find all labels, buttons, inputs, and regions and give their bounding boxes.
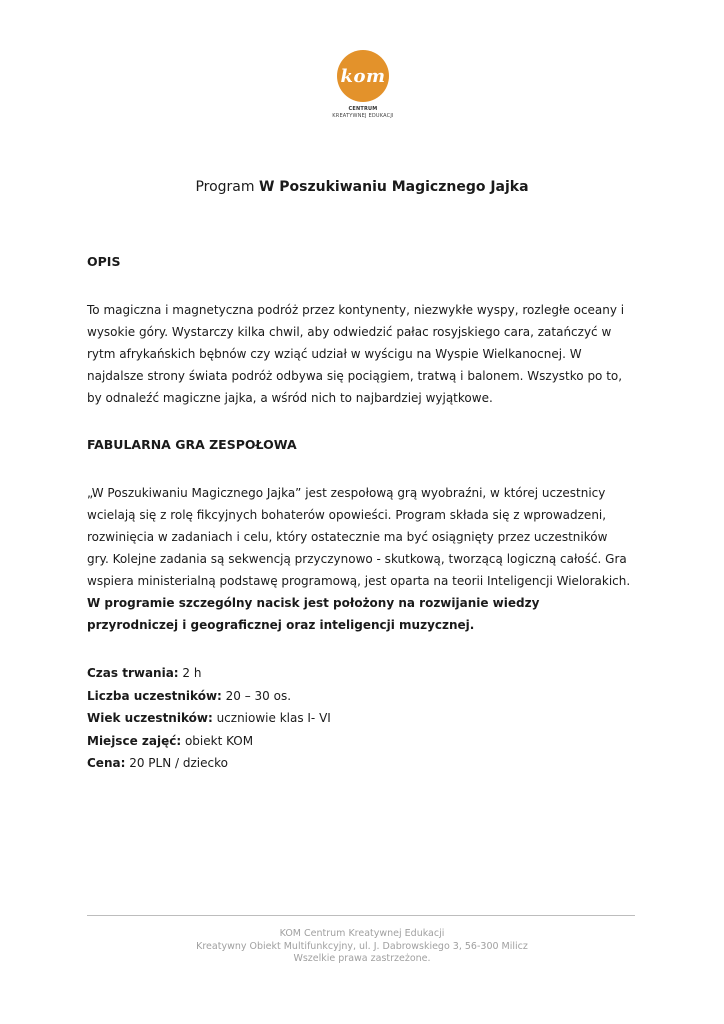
document-title <box>0 179 724 195</box>
logo-text-edukacji: KREATYWNEJ EDUKACJI <box>332 113 394 119</box>
opis-heading: OPIS <box>87 254 121 269</box>
footer-org-name: KOM Centrum Kreatywnej Edukacji <box>279 928 445 939</box>
fabularna-gra-text: „W Poszukiwaniu Magicznego Jajka” jest zespołową grą wyobraźni, w której uczestnicy wcielają się z rolę fikcyjnych bohaterów opowieści. Program składa się z wprowadzeni, rozwinięcia w zadaniach i celu, który ostatecznie ma być osiągnięty przez uczestników gry. Kolejne zadania są sekwencją przyczynowo - skutkową, tworzącą logiczną całość. Gra wspiera ministerialną podstawę programową, jest oparta na teorii Inteligencji Wielorakich. <box>87 486 631 588</box>
detail-label: Czas trwania: <box>87 666 179 680</box>
detail-price <box>87 752 331 775</box>
detail-value: 2 h <box>178 666 202 680</box>
detail-label: Wiek uczestników: <box>87 711 213 725</box>
program-details <box>87 662 331 775</box>
detail-value: uczniowie klas I- VI <box>212 711 331 725</box>
detail-value: 20 – 30 os. <box>221 688 292 703</box>
footer-divider <box>87 915 635 916</box>
kom-logo-mark: kom <box>337 50 389 102</box>
detail-location <box>87 730 331 753</box>
title-program-name: W Poszukiwaniu Magicznego Jajka <box>258 179 529 195</box>
fabularna-gra-paragraph <box>87 482 632 636</box>
fabularna-gra-emphasis: W programie szczególny nacisk jest położony na rozwijanie wiedzy przyrodniczej i geograficznej oraz inteligencji muzycznej. <box>87 596 540 632</box>
fabularna-gra-heading: FABULARNA GRA ZESPOŁOWA <box>87 437 297 452</box>
logo-text-centrum: CENTRUM <box>348 106 378 112</box>
page-footer <box>0 928 724 966</box>
footer-copyright: Wszelkie prawa zastrzeżone. <box>293 953 431 964</box>
kom-logo <box>331 50 395 119</box>
detail-participants <box>87 685 331 708</box>
detail-value: obiekt KOM <box>181 733 254 748</box>
footer-address: Kreatywny Obiekt Multifunkcyjny, ul. J. Dabrowskiego 3, 56-300 Milicz <box>196 940 528 952</box>
detail-age <box>87 707 331 730</box>
detail-label: Cena: <box>87 756 126 770</box>
detail-duration <box>87 662 331 685</box>
detail-label: Miejsce zajęć: <box>87 733 182 748</box>
title-prefix: Program <box>195 179 259 195</box>
detail-label: Liczba uczestników: <box>87 688 222 703</box>
opis-paragraph: To magiczna i magnetyczna podróż przez kontynenty, niezwykłe wyspy, rozległe oceany i wysokie góry. Wystarczy kilka chwil, aby odwiedzić pałac rosyjskiego cara, zatańczyć w rytm afrykańskich bębnów czy wziąć udział w wyścigu na Wyspie Wielkanocnej. W najdalsze strony świata podróż odbywa się pociągiem, tratwą i balonem. Wszystko po to, by odnaleźć magiczne jajka, a wśród nich to najbardziej wyjątkowe. <box>87 303 625 405</box>
detail-value: 20 PLN / dziecko <box>125 756 228 770</box>
